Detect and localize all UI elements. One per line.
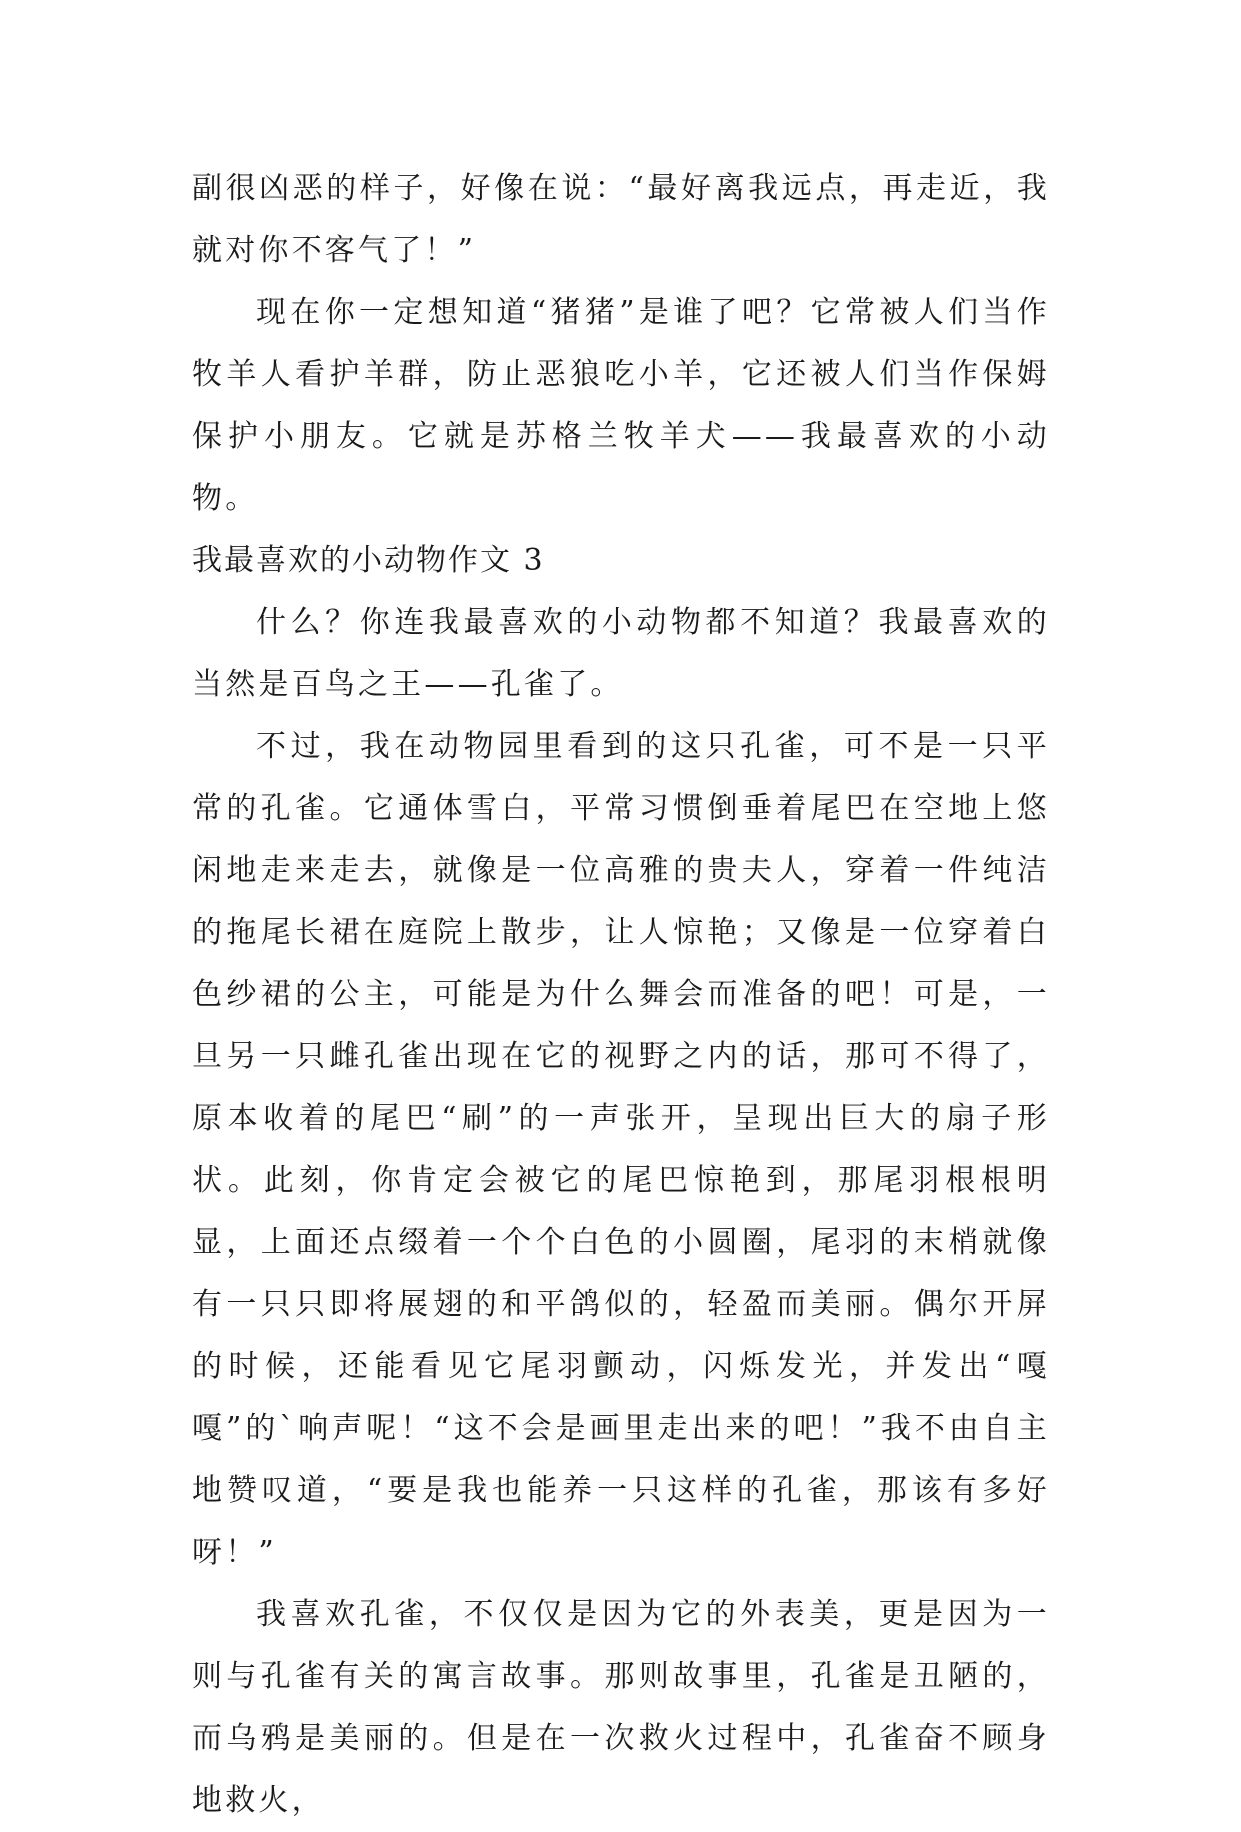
paragraph-fable: 我喜欢孔雀，不仅仅是因为它的外表美，更是因为一则与孔雀有关的寓言故事。那则故事里，孔雀是丑陋的，而乌鸦是美丽的。但是在一次救火过程中，孔雀奋不顾身地救火， — [192, 1597, 1050, 1818]
essay-heading: 我最喜欢的小动物作文 3 — [192, 543, 545, 578]
document-body — [192, 158, 1050, 1832]
paragraph-intro: 什么？你连我最喜欢的小动物都不知道？我最喜欢的当然是百鸟之王——孔雀了。 — [192, 605, 1050, 702]
paragraph-description: 不过，我在动物园里看到的这只孔雀，可不是一只平常的孔雀。它通体雪白，平常习惯倒垂着尾巴在空地上悠闲地走来走去，就像是一位高雅的贵夫人，穿着一件纯洁的拖尾长裙在庭院上散步，让人惊艳；又像是一位穿着白色纱裙的公主，可能是为什么舞会而准备的吧！可是，一旦另一只雌孔雀出现在它的视野之内的话，那可不得了，原本收着的尾巴“刷”的一声张开，呈现出巨大的扇子形状。此刻，你肯定会被它的尾巴惊艳到，那尾羽根根明显，上面还点缀着一个个白色的小圆圈，尾羽的末梢就像有一只只即将展翅的和平鸽似的，轻盈而美丽。偶尔开屏的时候，还能看见它尾羽颤动，闪烁发光，并发出“嘎嘎”的`响声呢！“这不会是画里走出来的吧！”我不由自主地赞叹道，“要是我也能养一只这样的孔雀，那该有多好呀！” — [192, 729, 1050, 1570]
paragraph-continuation: 副很凶恶的样子，好像在说：“最好离我远点，再走近，我就对你不客气了！” — [192, 171, 1050, 268]
paragraph-reveal: 现在你一定想知道“猪猪”是谁了吧？它常被人们当作牧羊人看护羊群，防止恶狼吃小羊，它还被人们当作保姆保护小朋友。它就是苏格兰牧羊犬——我最喜欢的小动物。 — [192, 295, 1050, 516]
